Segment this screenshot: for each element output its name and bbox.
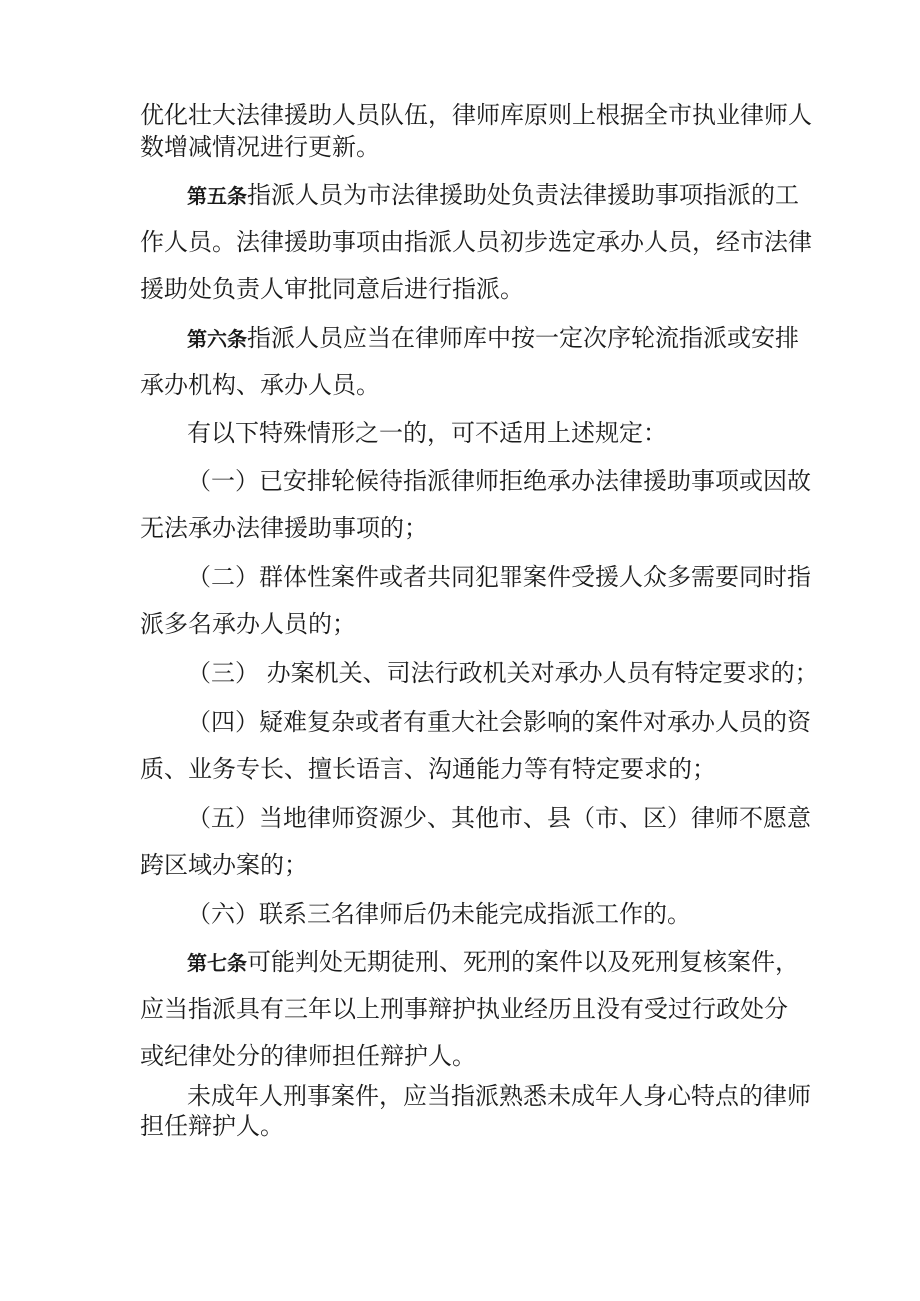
article-5-text: 指派人员为市法律援助处负责法律援助事项指派的工 [247,181,799,209]
text-line: 跨区域办案的； [140,851,308,879]
text-line: 有以下特殊情形之一的，可不适用上述规定： [187,419,667,447]
list-item-3: （三） 办案机关、司法行政机关对承办人员有特定要求的； [187,659,819,687]
list-item-6: （六）联系三名律师后仍未能完成指派工作的。 [187,900,691,928]
text-line: 派多名承办人员的； [140,610,356,638]
list-item-5: （五）当地律师资源少、其他市、县（市、区）律师不愿意 [187,804,811,832]
article-7-line [187,947,799,978]
list-item-1: （一）已安排轮候待指派律师拒绝承办法律援助事项或因故 [187,467,811,495]
article-5-heading: 第五条 [187,184,247,208]
text-line: 优化壮大法律援助人员队伍，律师库原则上根据全市执业律师人 [140,101,812,129]
list-item-2: （二）群体性案件或者共同犯罪案件受援人众多需要同时指 [187,563,811,591]
article-6-line [187,323,799,354]
list-item-4: （四）疑难复杂或者有重大社会影响的案件对承办人员的资 [187,708,811,736]
article-7-heading: 第七条 [187,951,247,975]
text-line: 作人员。法律援助事项由指派人员初步选定承办人员，经市法律 [140,228,812,256]
article-6-text: 指派人员应当在律师库中按一定次序轮流指派或安排 [247,324,799,352]
text-line: 担任辩护人。 [140,1112,284,1140]
text-line: 援助处负责人审批同意后进行指派。 [140,275,524,303]
text-line: 承办机构、承办人员。 [140,371,380,399]
text-line: 无法承办法律援助事项的； [140,514,428,542]
article-5-line [187,180,799,211]
text-line: 质、业务专长、擅长语言、沟通能力等有特定要求的； [140,755,716,783]
text-line: 或纪律处分的律师担任辩护人。 [140,1042,476,1070]
text-line: 未成年人刑事案件，应当指派熟悉未成年人身心特点的律师 [187,1082,811,1110]
text-line: 数增减情况进行更新。 [140,133,380,161]
article-6-heading: 第六条 [187,327,247,351]
text-line: 应当指派具有三年以上刑事辩护执业经历且没有受过行政处分 [140,995,788,1023]
article-7-text: 可能判处无期徒刑、死刑的案件以及死刑复核案件， [247,948,799,976]
